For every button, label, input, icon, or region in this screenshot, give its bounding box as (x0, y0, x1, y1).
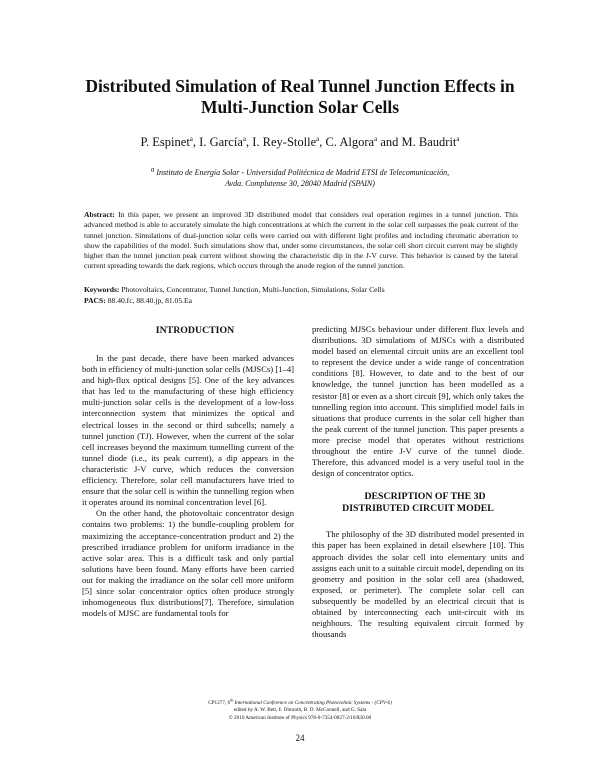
paper-title (40, 76, 560, 118)
keywords-text: Photovoltaics, Concentrator, Tunnel Junction, Multi-Junction, Simulations, Solar Cells (119, 285, 385, 294)
author: C. Algora$^a$ and (325, 134, 402, 149)
description-heading: DESCRIPTION OF THE 3D DISTRIBUTED CIRCUIT MODEL (342, 491, 494, 515)
footer-line-2: edited by A. W. Bett, F. Dimroth, R. D. McConnell, and G. Sala (233, 707, 367, 714)
abstract-text: In this paper, we present an improved 3D distributed model that considers real operation regimes in a tunnel junction. This advanced method is able to accurately simulate the high concentrations at which the current in the solar cell surpasses the peak current of the tunnel junction. Simulations of dual-junction solar cells were carried out with different light profiles and including chromatic aberration to show the capabilities of the model. Such simulations show that, under some circumstances, the solar cell short circuit current may be slightly higher than the tunnel junction peak current without showing the characteristic dip in the J-V curve. This behavior is caused by the lateral current spreading towards the dark regions, which occurs through the anode region of the tunnel junction. (84, 210, 518, 271)
right-column (312, 324, 524, 640)
affiliation-line-2: Avda. Complutense 30, 28040 Madrid (SPAIN) (225, 179, 375, 188)
author: M. Baudrit$^a$ (401, 134, 460, 149)
abstract (84, 210, 518, 272)
keywords-label: Keywords: (84, 285, 120, 294)
author: I. García$^a$, (199, 134, 253, 149)
pacs-label: PACS: (84, 296, 106, 305)
affiliation (60, 167, 540, 189)
intro-paragraph-1: In the past decade, there have been marked advances both in efficiency of multi-junction solar cells (MJSCs) [1–4] and high-flux optical designs [5]. One of the key advances that has led to the manufacturing of these high efficiency multi-junction solar cells is the development of a low-loss interconnection system that minimizes the optical and electrical losses in the second or third subcells; namely a tunnel junction (TJ). However, when the current of the solar cell increases beyond the maximum tunnelling current of the tunnel diode (i.e., its peak current), a dip appears in the characteristic J-V curve, which reduces the conversion efficiency. Therefore, solar cell manufacturers have tried to ensure that the solar cell is within the tunnelling region when it operates around its nominal concentration level [6]. (82, 353, 294, 508)
title-line-1: Distributed Simulation of Real Tunnel Junction Effects in (85, 76, 515, 96)
affiliation-line-1: $^a$ Instituto de Energía Solar - Universidad Politécnica de Madrid ETSI de Telecomunicación, (150, 165, 450, 177)
footer-line-3: © 2010 American Institute of Physics 978-0-7354-0827-2/10/$30.00 (228, 714, 372, 721)
author-list (40, 135, 560, 150)
introduction-heading: INTRODUCTION (155, 325, 235, 336)
intro-paragraph-2: On the other hand, the photovoltaic concentrator design contains two problems: 1) the bundle-coupling problem for maximizing the acceptance-concentration product and 2) the prescribed irradiance problem for uniform irradiance in the active solar area. This is a difficult task and only partial solutions have been found. Many efforts have been carried out for making the irradiance on the solar cell more uniform [5] since solar concentrator optics often produce strongly inhomogeneous flux distributions[7]. Therefore, simulation models of MJSC are fundamental tools for (82, 508, 294, 619)
author: I. Rey-Stolle$^a$, (252, 134, 326, 149)
author: P. Espinet$^a$, (140, 134, 200, 149)
pacs (84, 296, 518, 306)
left-column (82, 325, 294, 619)
keywords (84, 285, 518, 295)
page-number: 24 (295, 733, 305, 743)
abstract-label: Abstract: (84, 210, 115, 219)
pacs-text: 88.40.fc, 88.40.jp, 81.05.Ea (105, 296, 193, 305)
description-paragraph-1: The philosophy of the 3D distributed model presented in this paper has been explained in detail elsewhere [10]. This approach divides the solar cell into elementary units and assigns each unit to a suitable circuit model, depending on its geometry and position in the solar cell area (shadowed, exposed, or perimeter). The complete solar cell can subsequently be modelled by an electrical circuit that is obtained by interconnecting each unit-circuit with its neighbours. The resulting equivalent circuit formed by thousands (312, 529, 524, 640)
right-column-paragraph-1: predicting MJSCs behaviour under different flux levels and distributions. 3D simulations of MJSCs with a distributed model based on elemental circuit units are an excellent tool to represent the device under a wide range of concentration conditions [8]. However, to date and to the best of our knowledge, the tunnel junction has been modelled as a resistor [8] or even as a short circuit [9], which only takes the tunnelling region into account. This simplified model fails in situations that produce currents in the solar cell higher than the peak current of the tunnel junction. This paper presents a more precise model that operates without restrictions throughout the entire J-V curve of the tunnel diode. Therefore, this advanced model is a very useful tool in the design of concentrator optics. (312, 324, 524, 479)
footer-citation (120, 697, 480, 722)
footer-line-1: CP1277, 6th International Conference on Concentrating Photovoltaic Systems - (CPV-6) (208, 697, 392, 706)
title-line-2: Multi-Junction Solar Cells (200, 97, 400, 117)
